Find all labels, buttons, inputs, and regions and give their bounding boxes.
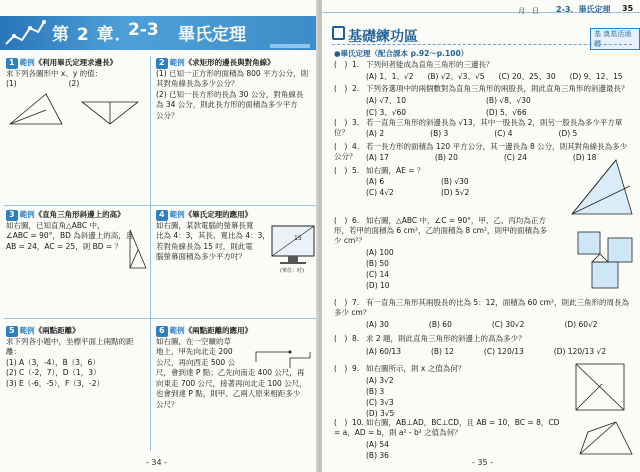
question-9: ( ) 9. 如右圖所示，則 x 之值為何？ — [334, 364, 466, 373]
example-text: 公分？ — [156, 110, 179, 120]
example-label: 範例 — [169, 58, 185, 67]
example-text: 尺，會到達 P 點；乙先向南走 400 公尺，再 — [156, 368, 305, 377]
example-text: 如右圖，某款電腦的螢幕長寬 — [156, 220, 254, 230]
example-title: 《兩點距離》 — [34, 326, 80, 335]
q9-figure — [572, 360, 634, 414]
triangle-figure — [126, 228, 150, 272]
row-divider — [4, 318, 316, 319]
example-number: 5 — [6, 326, 18, 337]
example-text: 如右圖，在一空曠的草 — [156, 336, 231, 346]
example-text: 如右圖，已知直角△ABC 中， — [6, 220, 105, 230]
question-1: ( ) 1. 下列何者能成為直角三角形的三邊長？ — [334, 60, 494, 69]
example-label: 範例 — [169, 210, 185, 219]
date-field: 月 日 — [518, 7, 539, 15]
question-9-options: (A) 3√2 (B) 3 (C) 3√3 (D) 3√5 — [366, 376, 395, 418]
question-6-options: (A) 100 (B) 50 (C) 14 (D) 10 — [366, 248, 394, 290]
example-text: (1) A（3，-4），B（3，6） — [6, 357, 100, 367]
example-2 — [156, 58, 314, 121]
left-page — [0, 0, 318, 472]
example-text: 地上，甲先向北走 200 — [156, 347, 233, 356]
right-page — [322, 0, 640, 472]
example-1 — [6, 58, 146, 133]
page-number-top: 35 — [622, 4, 634, 13]
example-text: 向東走 700 公尺，接著再向北走 100 公尺， — [156, 378, 307, 388]
page-number: - 35 - — [472, 458, 494, 467]
example-number: 4 — [156, 210, 168, 221]
example-label: 範例 — [19, 210, 35, 219]
section-subtitle: ●畢氏定理（配合課本 p.92～p.100） — [334, 49, 469, 58]
question-2-options: (A) √7、10 (B) √8、√30 (C) 3、√60 (D) 5、√66 — [366, 96, 531, 117]
question-10-options: (A) 54 (B) 36 — [366, 440, 389, 460]
running-header: 2-3．畢氏定理 — [556, 5, 611, 14]
example-text: 公尺，再向西走 500 公 — [156, 357, 236, 367]
example-number: 6 — [156, 326, 168, 337]
example-text: 公尺？ — [156, 399, 179, 409]
example-text: 腦螢幕面積為多少平方吋？ — [156, 252, 246, 261]
example-text: (2) 已知一長方形的長為 30 公分，對角線長 — [156, 89, 304, 99]
example-label: 範例 — [169, 326, 185, 335]
notebook-icon — [332, 26, 345, 40]
example-text: 其對角線長為多少公分？ — [156, 79, 239, 88]
q10-figure — [576, 418, 636, 458]
question-3: ( ) 3. 若一直角三角形的斜邊長為 √13，其中一股長為 2，則另一股長為多少平方單位？ — [334, 118, 623, 137]
header-accent — [270, 44, 310, 48]
section-title: 畢氏定理 — [178, 25, 246, 45]
example-text: (3) E（-6，-5），F（3，-2） — [6, 378, 105, 388]
unit-caption: (單位：吋) — [280, 268, 304, 274]
example-text: AB = 24，AC = 25，則 BD = ？ — [6, 241, 123, 251]
example-text: ∠ABC = 90°，BD 為斜邊上的高，且 — [6, 231, 134, 240]
example-title: 《直角三角形斜邊上的高》 — [34, 210, 125, 219]
chapter-header — [0, 16, 318, 50]
example-text: 求下列各圖形中 x、y 的值： — [6, 68, 103, 78]
diagonal-label: 15 — [294, 235, 302, 242]
question-1-options: (A) 1、1、√2 (B) √2、√3、√5 (C) 20、25、30 (D) 9、12、15 — [366, 72, 623, 81]
example-title: 《畢氏定理的應用》 — [184, 210, 253, 219]
part-label: (2) — [68, 79, 80, 88]
example-title: 《求矩形的邊長與對角線》 — [184, 58, 275, 67]
question-4-options: (A) 17 (B) 20 (C) 24 (D) 18 — [366, 153, 597, 162]
example-label: 範例 — [19, 326, 35, 335]
path-figure — [250, 338, 314, 372]
example-text: 為 34 公分，則此長方形的面積為多少平方 — [156, 100, 298, 109]
example-text: 也會到達 P 點，則甲、乙兩人原來相距多少 — [156, 389, 301, 398]
chart-decoration-icon — [4, 18, 46, 48]
example-title: 《兩點距離的應用》 — [184, 326, 253, 335]
question-5: ( ) 5. 如右圖，AE = ？ — [334, 166, 425, 175]
practice-title: 基礎練功區 — [348, 29, 418, 45]
part-label: (1) — [6, 79, 17, 88]
example-title: 《利用畢氏定理求邊長》 — [34, 58, 118, 67]
question-4: ( ) 4. 若一長方形的面積為 120 平方公分，其一邊長為 8 公分，則其對角線長為多少公分？ — [334, 142, 628, 161]
section-number: 2-3 — [128, 20, 159, 40]
q6-squares-figure — [574, 226, 636, 296]
example-label: 範例 — [19, 58, 35, 67]
column-divider — [150, 56, 151, 451]
example-text: (2) C（-2，7），D（1，3） — [6, 368, 101, 377]
question-7-options: (A) 30 (B) 60 (C) 30√2 (D) 60√2 — [366, 320, 598, 329]
q5-figure — [568, 156, 636, 218]
monitor-figure — [270, 224, 316, 274]
title-divider — [332, 44, 632, 45]
question-5-options: (A) 6 (B) √30 (C) 4√2 (D) 5√2 — [366, 177, 470, 197]
level-badge: 基 奠基活通體 — [590, 28, 640, 50]
example-text: (1) 已知一正方形的面積為 800 平方公分，則 — [156, 68, 309, 78]
example-number: 3 — [6, 210, 18, 221]
row-divider — [4, 205, 316, 206]
example-number: 1 — [6, 58, 18, 69]
question-3-options: (A) 2 (B) 3 (C) 4 (D) 5 — [366, 129, 578, 138]
question-10: ( ) 10. 如右圖，AB⊥AD，BC⊥CD，且 AB = 10，BC = 8，CD = a，AD = b，則 a² - b² 之值為何？ — [334, 418, 560, 437]
example-1-figure — [6, 90, 146, 130]
example-number: 2 — [156, 58, 168, 69]
question-8-options: (A) 60/13 (B) 12 (C) 120/13 (D) 120/13 √2 — [366, 347, 607, 356]
example-text: 求下列各小題中，坐標平面上兩點的距離： — [6, 336, 134, 356]
chapter-label: 第 2 章． — [52, 25, 133, 45]
example-4 — [156, 210, 276, 263]
example-text: 比為 4：3，其長、寬比為 4：3， — [156, 231, 270, 240]
question-2: ( ) 2. 下列各選項中的兩個數對為直角三角形的兩股長，則此直角三角形的斜邊最長？ — [334, 84, 629, 93]
example-5 — [6, 326, 148, 389]
question-6: ( ) 6. 如右圖，△ABC 中，∠C = 90°，甲、乙、丙均為正方形，若甲的面積為 6 cm²，乙的面積為 8 cm²，則甲的面積為多少 cm²？ — [334, 216, 547, 245]
page-number: - 34 - — [146, 458, 168, 467]
question-7: ( ) 7. 有一直角三角形其兩股長的比為 5：12，面積為 60 cm²，則此三角形的周長為多少 cm？ — [334, 298, 629, 317]
question-8: ( ) 8. 求 2 題，則此直角三角形的斜邊上的高為多少？ — [334, 334, 526, 343]
example-text: 若對角線長為 15 吋，則此電 — [156, 241, 253, 251]
